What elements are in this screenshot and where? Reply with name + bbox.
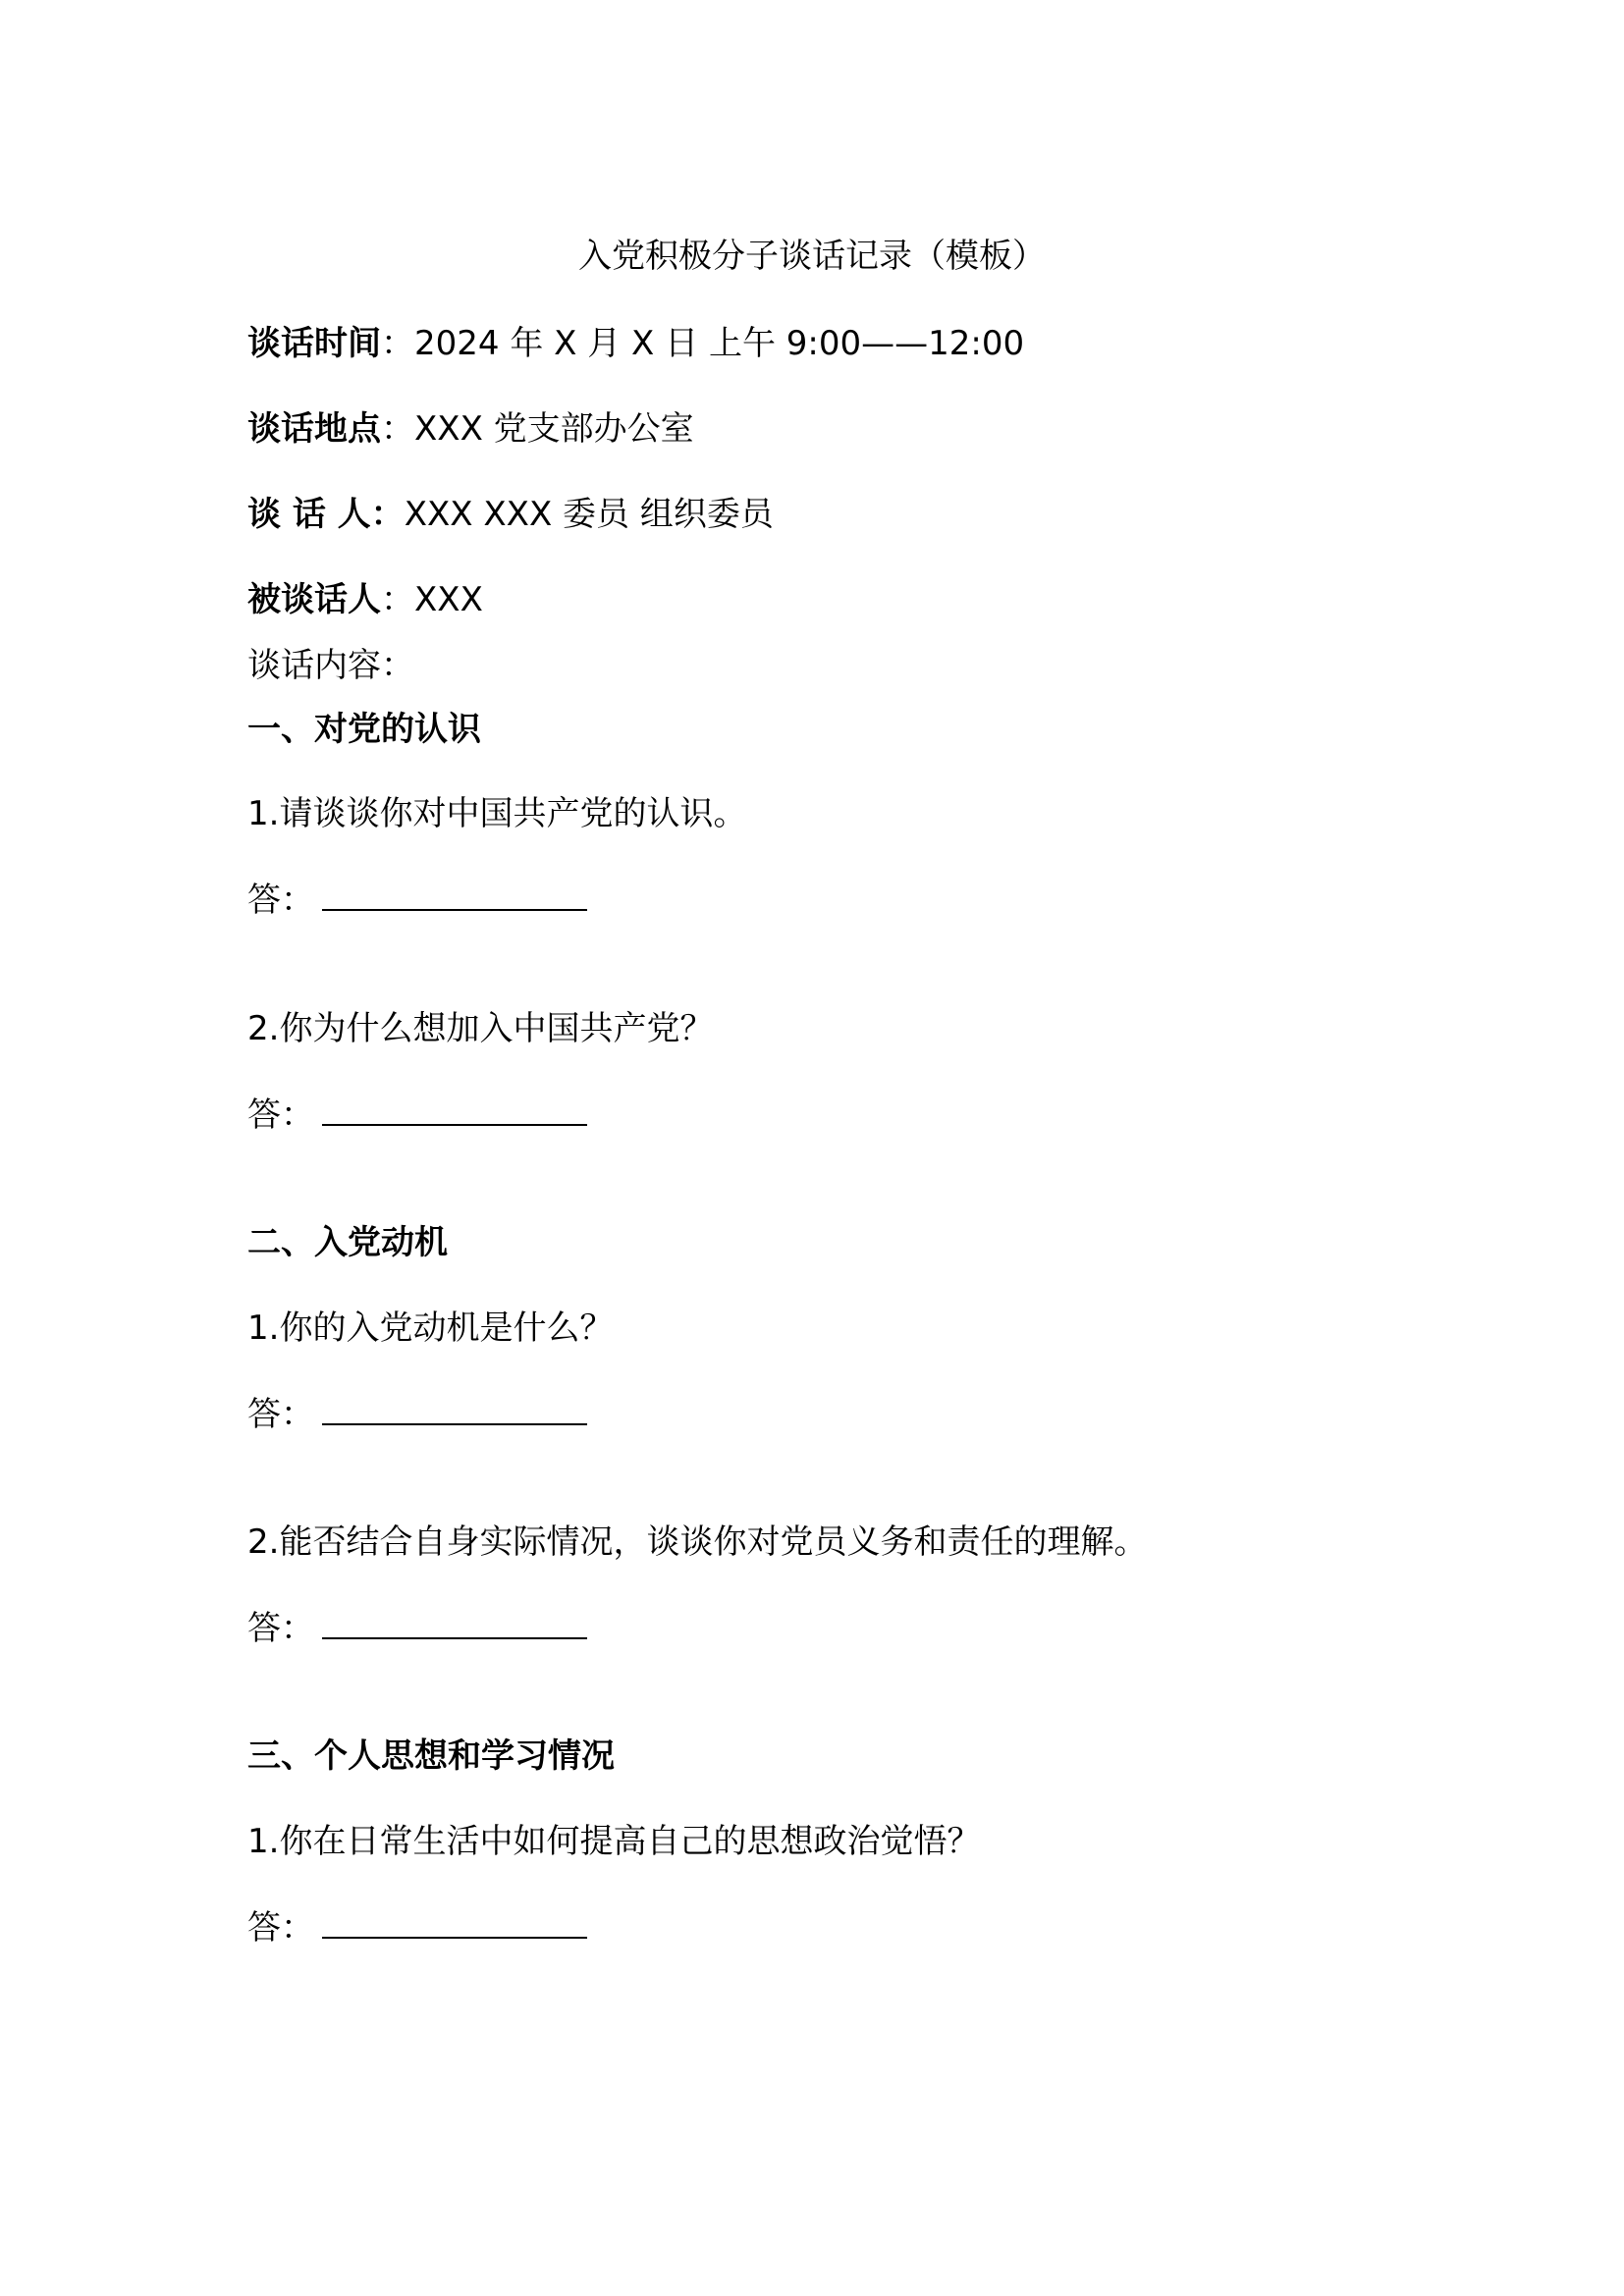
talker-line: [247, 495, 774, 534]
talk-place-line: [247, 409, 694, 449]
interviewee-label: 被谈话人: [247, 580, 381, 619]
section-heading-3: 三、个人思想和学习情况: [247, 1736, 615, 1776]
interviewee-line: [247, 580, 483, 619]
answer-blank[interactable]: [322, 880, 587, 911]
talk-time-label: 谈话时间: [247, 324, 381, 363]
answer-line: [247, 1907, 587, 1948]
answer-label: 答：: [247, 1908, 314, 1948]
question-2-2: 2.能否结合自身实际情况，谈谈你对党员义务和责任的理解。: [247, 1522, 1148, 1562]
question-1-2: 2.你为什么想加入中国共产党？: [247, 1009, 714, 1048]
talker-label: 谈 话 人：: [247, 495, 405, 534]
answer-label: 答：: [247, 1395, 314, 1434]
answer-label: 答：: [247, 1095, 314, 1135]
answer-line: [247, 1608, 587, 1648]
question-1-1: 1.请谈谈你对中国共产党的认识。: [247, 794, 747, 833]
answer-blank[interactable]: [322, 1907, 587, 1939]
talker-value: XXX XXX 委员 组织委员: [404, 495, 774, 534]
talk-place-value: ：XXX 党支部办公室: [381, 409, 694, 449]
talk-place-label: 谈话地点: [247, 409, 381, 449]
section-heading-2: 二、入党动机: [247, 1223, 448, 1262]
section-heading-1: 一、对党的认识: [247, 710, 481, 749]
answer-line: [247, 1394, 587, 1434]
question-3-1: 1.你在日常生活中如何提高自己的思想政治觉悟？: [247, 1822, 981, 1861]
answer-blank[interactable]: [322, 1394, 587, 1425]
talk-time-line: [247, 324, 1024, 363]
answer-label: 答：: [247, 1609, 314, 1648]
content-label: 谈话内容：: [247, 646, 414, 685]
answer-line: [247, 1095, 587, 1135]
question-2-1: 1.你的入党动机是什么？: [247, 1308, 614, 1348]
interviewee-value: ：XXX: [381, 580, 483, 619]
document-title: 入党积极分子谈话记录（模板）: [578, 237, 1046, 276]
answer-blank[interactable]: [322, 1095, 587, 1126]
talk-time-value: ：2024 年 X 月 X 日 上午 9:00——12:00: [381, 324, 1025, 363]
answer-label: 答：: [247, 881, 314, 920]
answer-blank[interactable]: [322, 1608, 587, 1639]
answer-line: [247, 880, 587, 920]
